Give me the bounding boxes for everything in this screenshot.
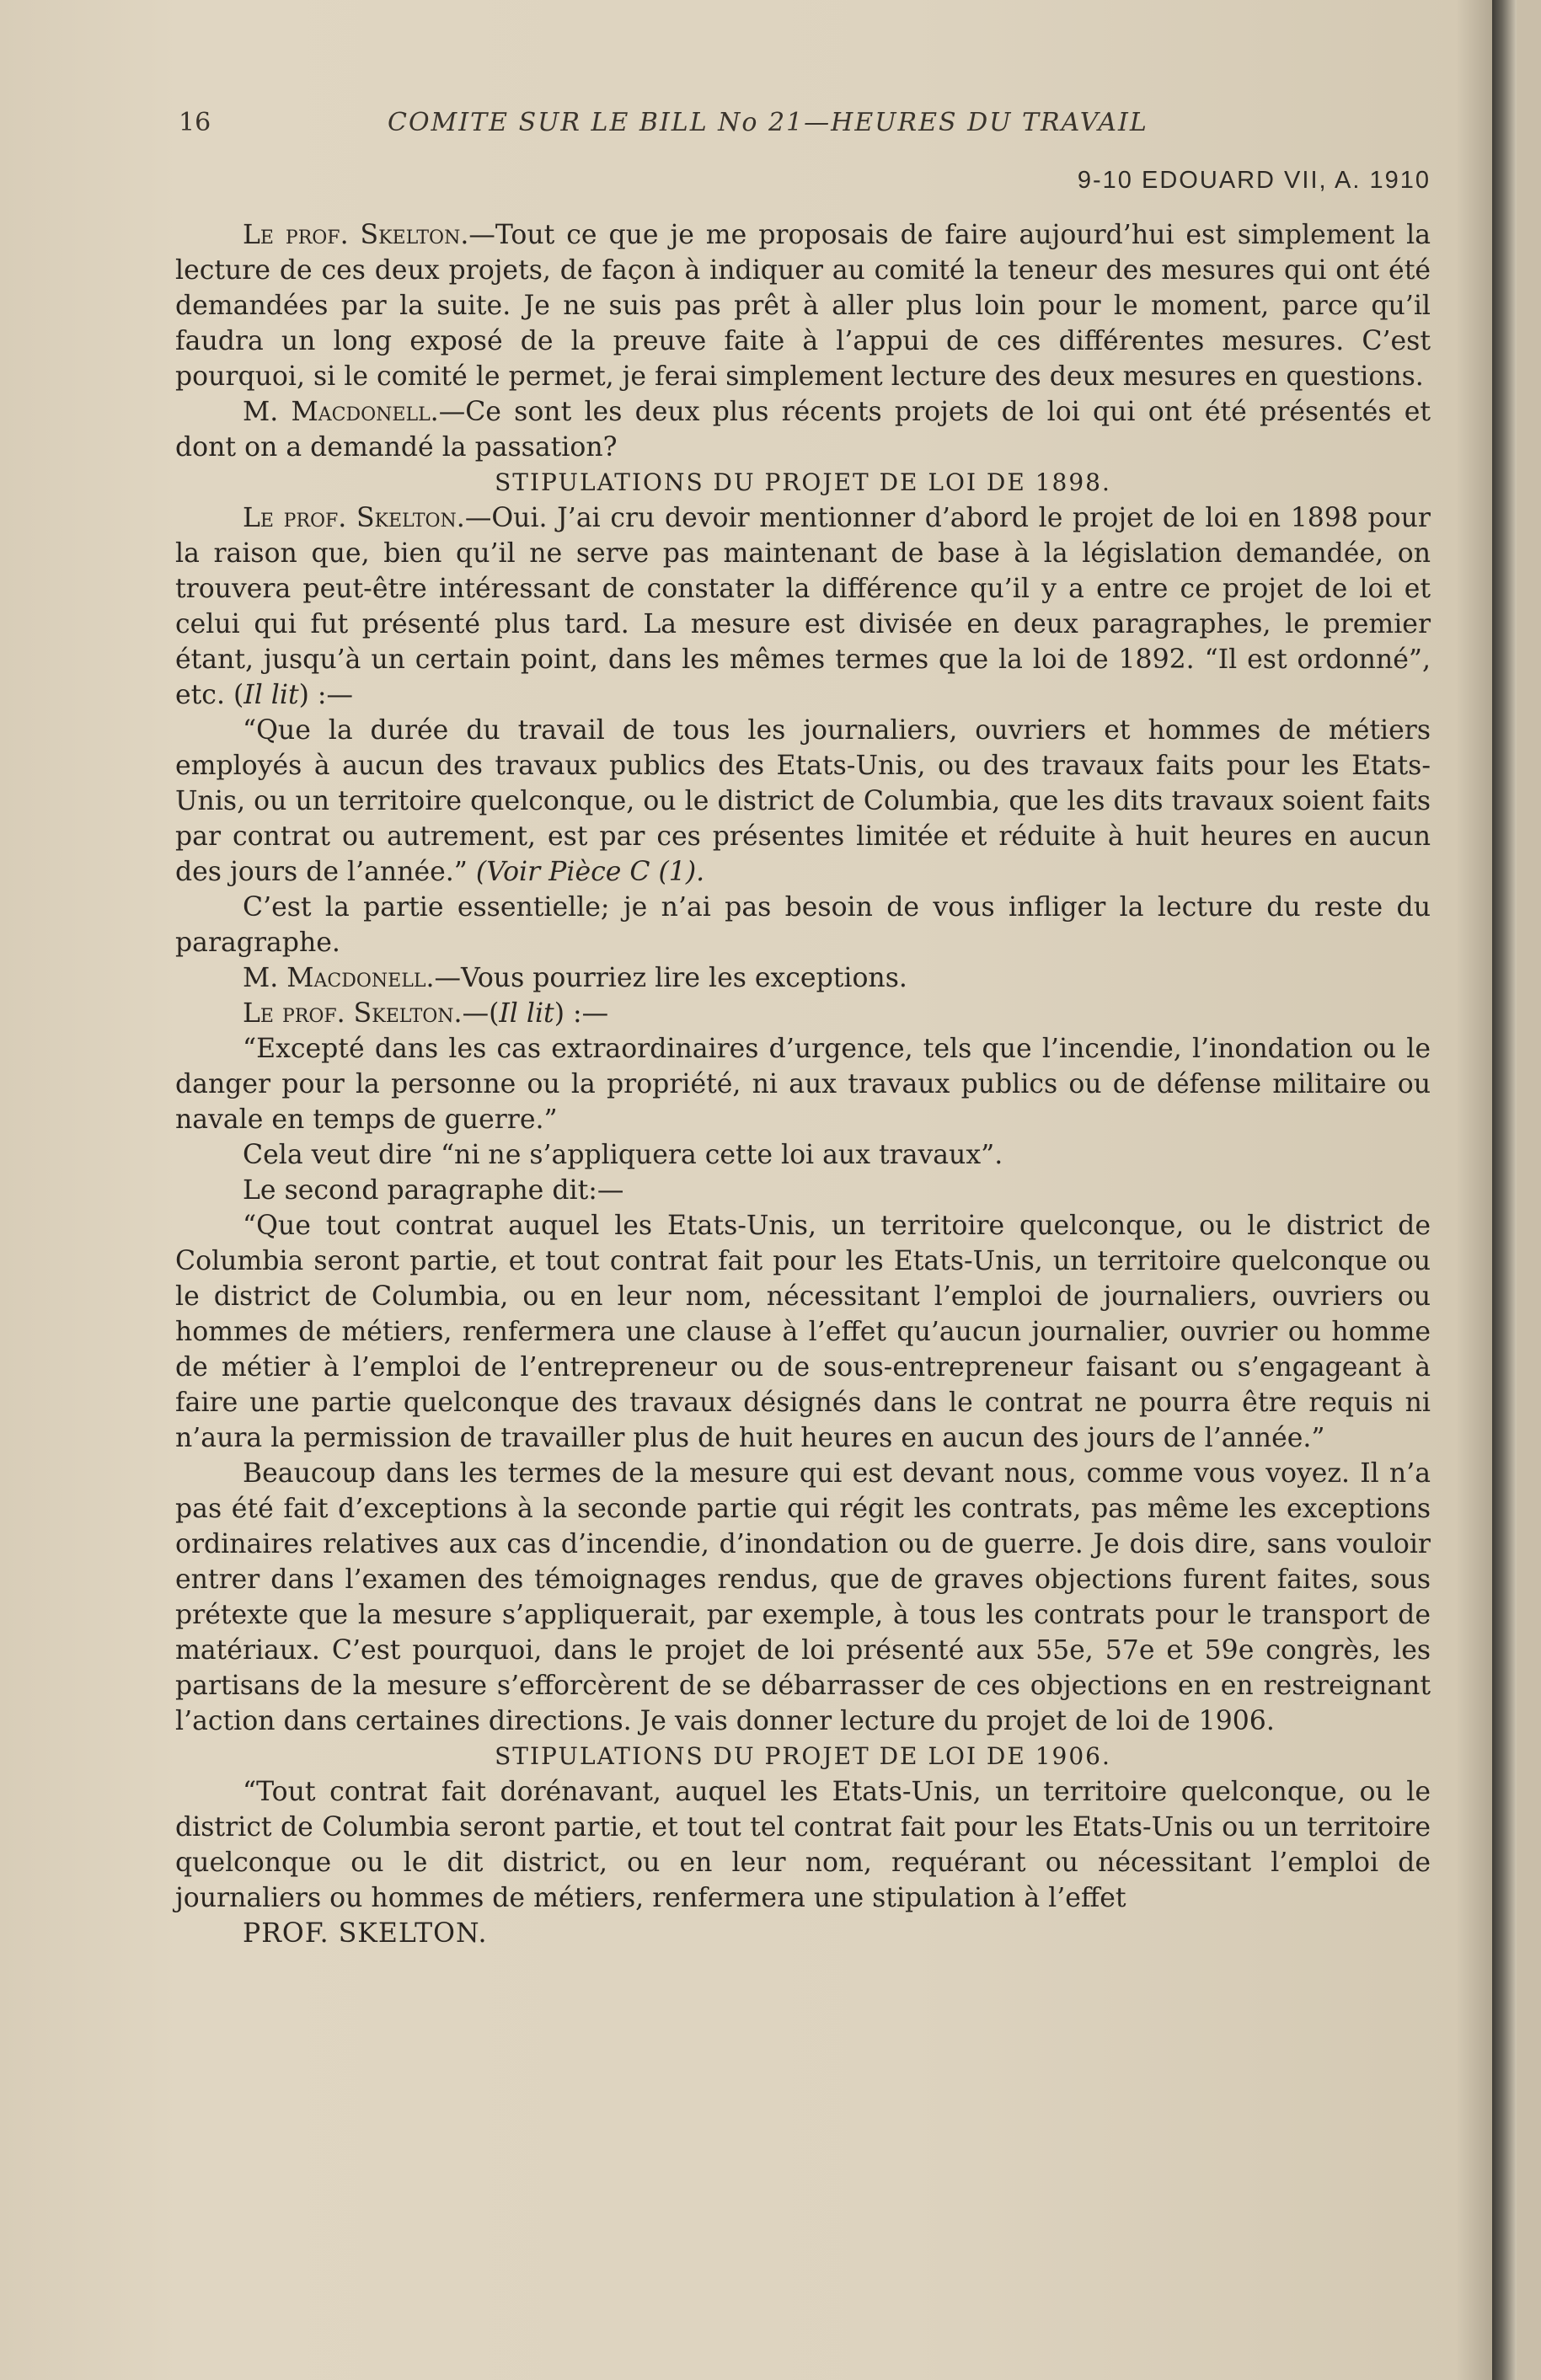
paragraph-text: —Oui. J’ai cru devoir mentionner d’abord le projet de loi en 1898 pour la raison que, bien qu’il ne serve pas maintenant de base à la législation demandée, on trouvera peut-être intéressant de constater la différence qu’il y a entre ce projet de loi et celui qui fut présenté plus tard. La mesure est divisée en deux paragraphes, le premier étant, jusqu’à un certain point, dans les mêmes termes que la loi de 1892. “Il est ordonné”, etc. ( [175,503,1431,710]
paragraph-1 [175,217,1431,394]
section-heading-1898: STIPULATIONS DU PROJET DE LOI DE 1898. [495,468,1111,496]
paragraph-text: —Vous pourriez lire les exceptions. [434,963,907,993]
footer-speaker: PROF. SKELTON. [243,1918,488,1949]
paragraph-text: —( [462,998,500,1029]
paragraph-4: C’est la partie essentielle; je n’ai pas besoin de vous infliger la lecture du reste du paragraphe. [175,892,1431,958]
section-heading-1906: STIPULATIONS DU PROJET DE LOI DE 1906. [495,1742,1111,1770]
paragraph-7: Cela veut dire “ni ne s’appliquera cette loi aux travaux”. [243,1140,1003,1170]
speaker-name: Le prof. Skelton. [243,998,463,1029]
speaker-name: Le prof. Skelton. [243,220,469,250]
paragraph-text: —Ce sont les deux plus récents projets de loi qui ont été présentés et dont on a demandé la passation? [175,397,1431,463]
exhibit-reference: (Voir Pièce C (1). [475,857,705,887]
paragraph-text: ) :— [298,680,354,710]
body-text [175,217,1431,1951]
speaker-name: Le prof. Skelton. [243,503,465,533]
session-label: 9-10 EDOUARD VII, A. 1910 [1077,167,1431,194]
paragraph-9: Beaucoup dans les termes de la mesure qui est devant nous, comme vous voyez. Il n’a pas été fait d’exceptions à la seconde partie qui régit les contrats, pas même les exceptions ordinaires relatives aux cas d’incendie, d’inondation ou de guerre. Je dois dire, sans vouloir entrer dans l’examen des témoignages rendus, que de graves objections furent faites, sous prétexte que la mesure s’appliquerait, par exemple, à tous les contrats pour le transport de matériaux. C’est pourquoi, dans le projet de loi présenté aux 55e, 57e et 59e congrès, les partisans de la mesure s’efforcèrent de se débarrasser de ces objections en en restreignant l’action dans certaines directions. Je vais donner lecture du projet de loi de 1906. [175,1458,1431,1736]
page-footer [175,1916,1431,1951]
speaker-name: M. Macdonell. [243,397,439,427]
running-title: COMITE SUR LE BILL No 21—HEURES DU TRAVAIL [388,108,1148,137]
paragraph-8: Le second paragraphe dit:— [243,1175,624,1206]
paragraph-2 [175,394,1431,465]
quotation-1 [175,713,1431,890]
paragraph-text: —Tout ce que je me proposais de faire aujourd’hui est simplement la lecture de ces deux projets, de façon à indiquer au comité la teneur des mesures qui ont été demandées par la suite. Je ne suis pas prêt à aller plus loin pour le moment, parce qu’il faudra un long exposé de la preuve faite à l’appui de ces différentes mesures. C’est pourquoi, si le comité le permet, je ferai simplement lecture des deux mesures en questions. [175,220,1431,392]
paragraph-5 [175,960,1431,996]
stage-direction: Il lit [499,998,554,1029]
page-edge [1492,0,1517,2380]
page-number: 16 [179,108,211,137]
quotation-4: “Tout contrat fait dorénavant, auquel les Etats-Unis, un territoire quelconque, ou le district de Columbia seront partie, et tout tel contrat fait pour les Etats-Unis ou un territoire quelconque ou le dit district, ou en leur nom, requérant ou nécessitant l’emploi de journaliers ou hommes de métiers, renfermera une stipulation à l’effet [175,1777,1431,1913]
quote-text: “Que la durée du travail de tous les journaliers, ouvriers et hommes de métiers employés à aucun des travaux publics des Etats-Unis, ou des travaux faits pour les Etats-Unis, ou un territoire quelconque, ou le district de Columbia, que les dits travaux soient faits par contrat ou autrement, est par ces présentes limitée et réduite à huit heures en aucun des jours de l’année.” [175,715,1431,887]
quotation-3: “Que tout contrat auquel les Etats-Unis, un territoire quelconque, ou le district de Columbia seront partie, et tout contrat fait pour les Etats-Unis, un territoire quelconque ou le district de Columbia, ou en leur nom, nécessitant l’emploi de journaliers, ouvriers ou hommes de métiers, renfermera une clause à l’effet qu’aucun journalier, ouvrier ou homme de métier à l’emploi de l’entrepreneur ou de sous-entrepreneur faisant ou s’engageant à faire une partie quelconque des travaux désignés dans le contrat ne pourra être requis ni n’aura la permission de travailler plus de huit heures en aucun des jours de l’année.” [175,1211,1431,1453]
speaker-name: M. Macdonell. [243,963,435,993]
stage-direction: Il lit [243,680,299,710]
paragraph-3 [175,500,1431,713]
paragraph-text: ) :— [554,998,609,1029]
quotation-2: “Excepté dans les cas extraordinaires d’urgence, tels que l’incendie, l’inondation ou le danger pour la personne ou la propriété, ni aux travaux publics ou de défense militaire ou navale en temps de guerre.” [175,1034,1431,1135]
paragraph-6 [175,996,1431,1031]
page-header [175,108,1431,142]
